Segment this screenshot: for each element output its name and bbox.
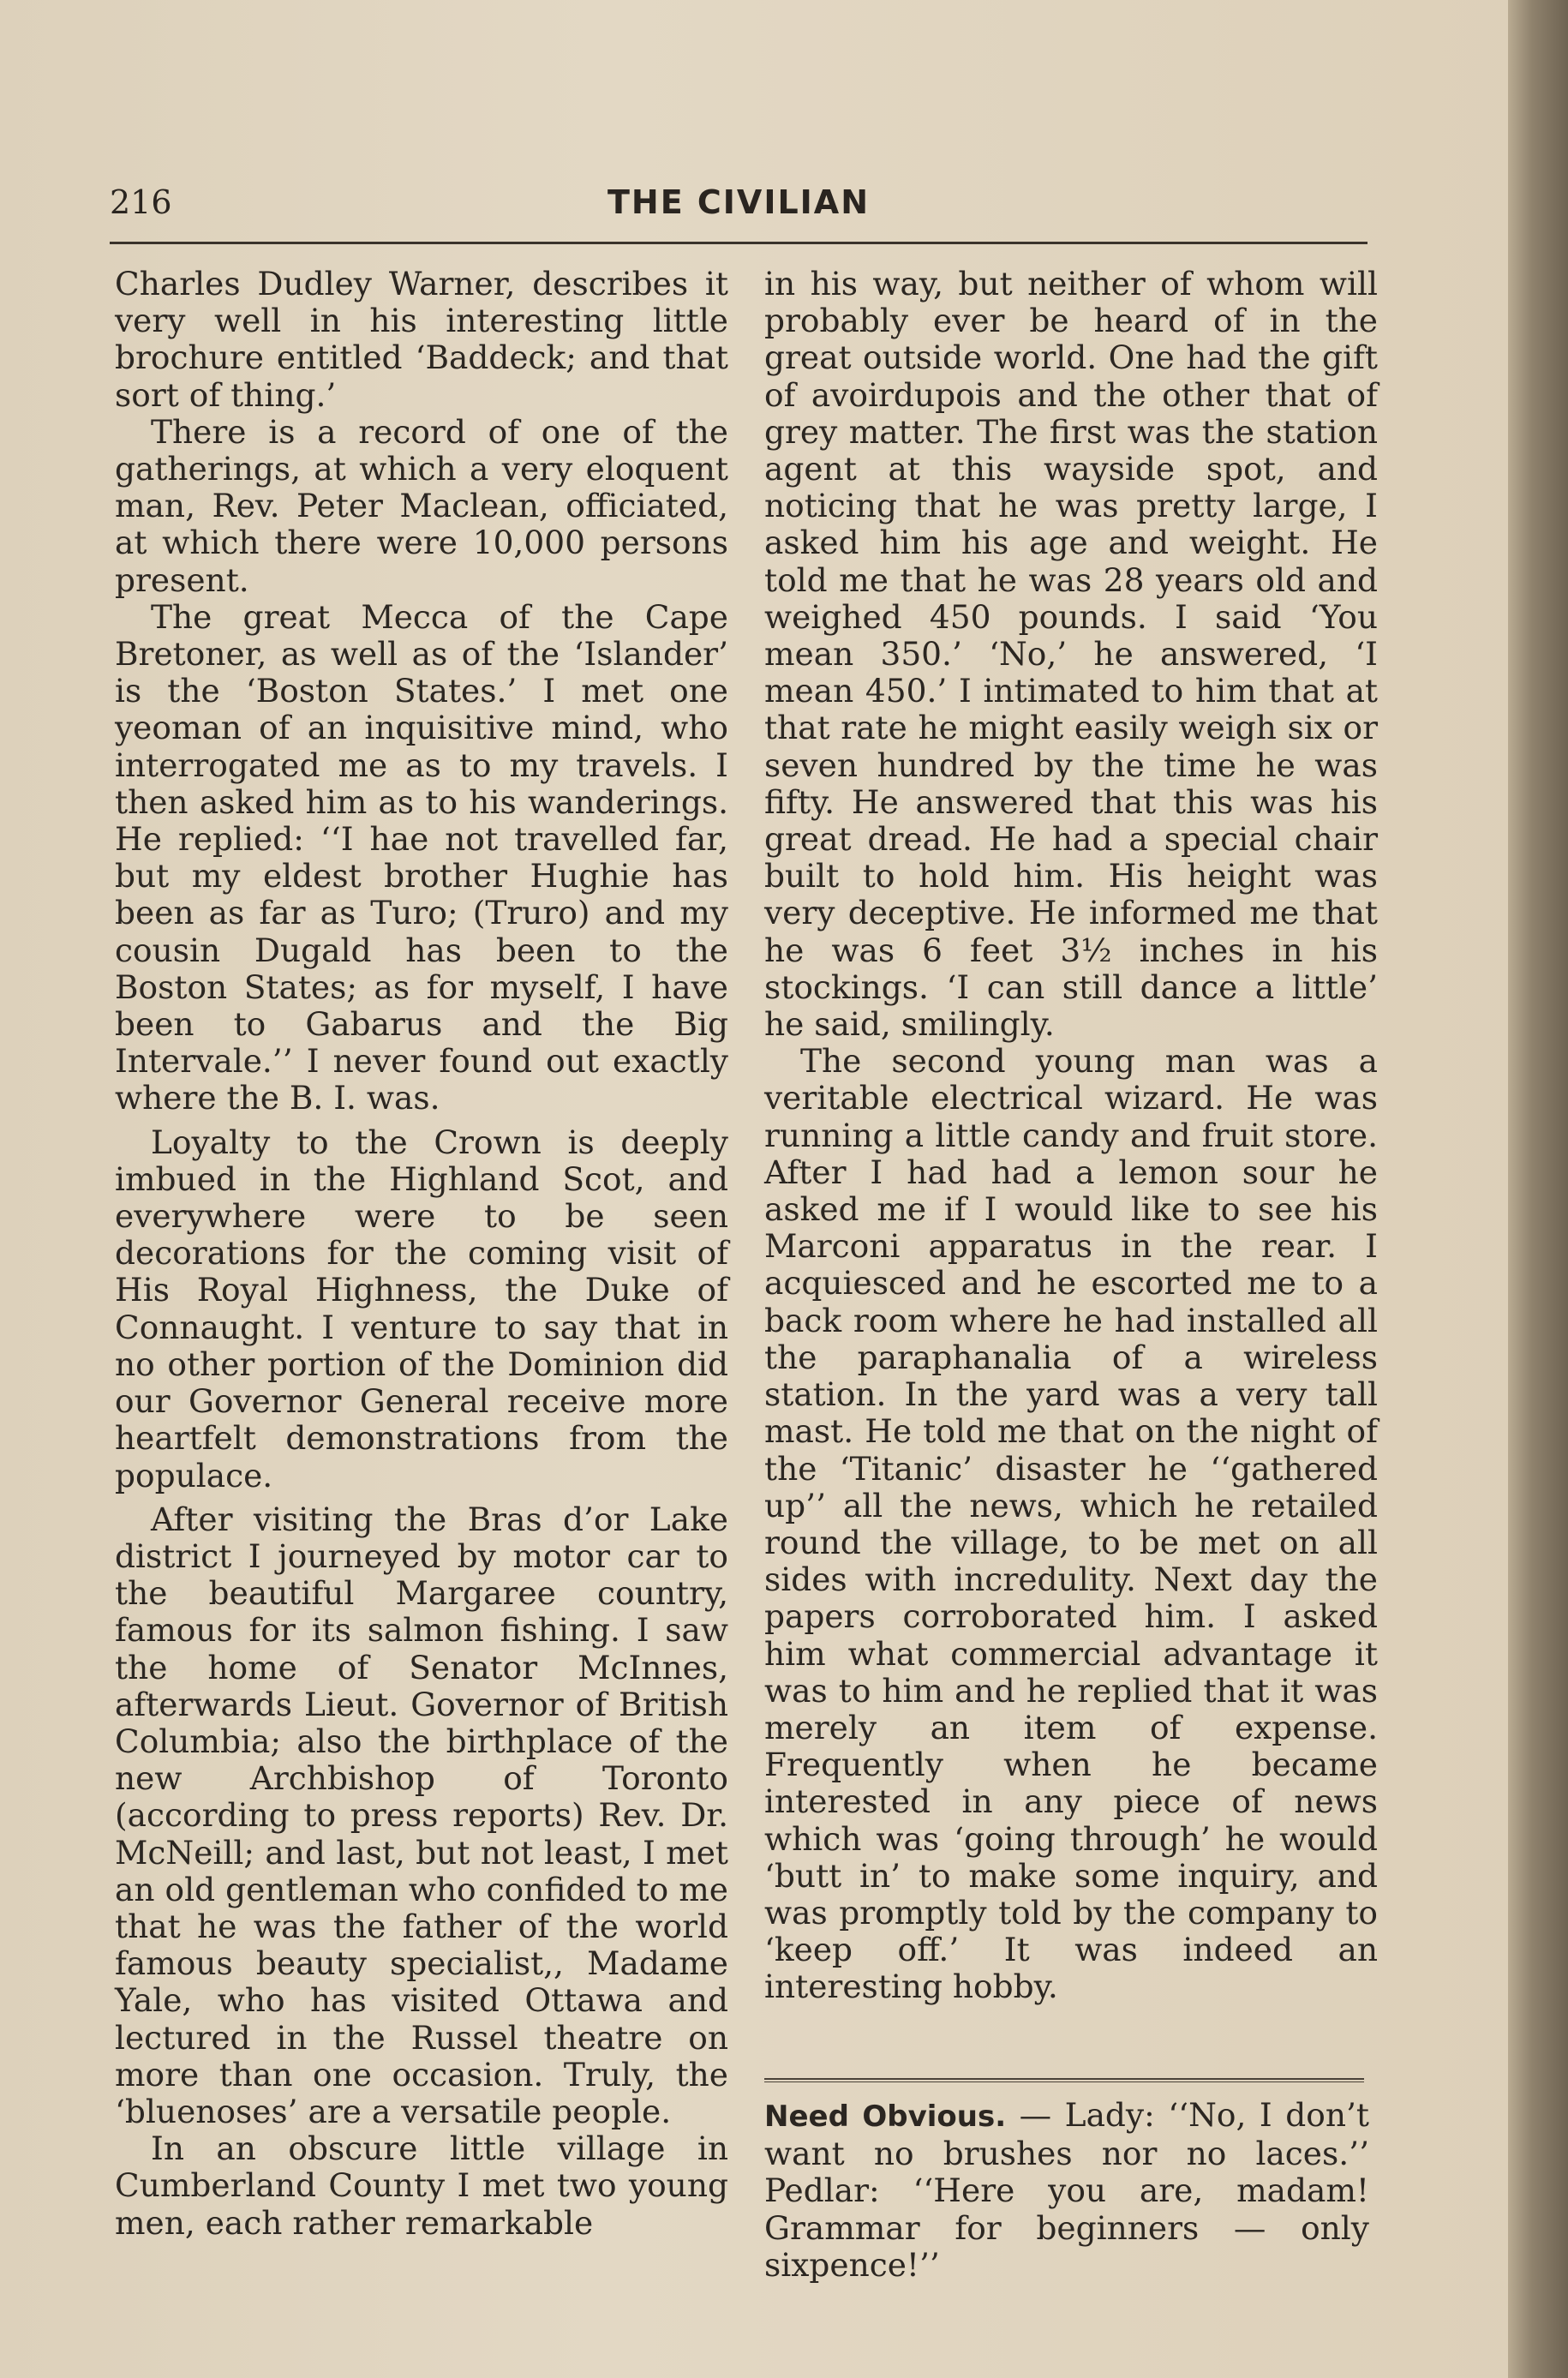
filler-anecdote <box>764 2097 1369 2284</box>
left-column <box>115 266 728 2242</box>
book-spine-shadow <box>1508 0 1568 2378</box>
header-rule <box>110 242 1368 244</box>
section-divider <box>764 2078 1364 2082</box>
anecdote-title: Need Obvious. <box>764 2099 1007 2134</box>
paragraph: There is a record of one of the gatherings, at which a very eloquent man, Rev. Peter Maclean, officiated, at which there were 10,000 persons present. <box>115 412 728 599</box>
paragraph: Charles Dudley Warner, describes it very well in his interesting little brochure entitled ‘Baddeck; and that sort of thing.’ <box>115 265 728 414</box>
right-column <box>764 266 1378 2006</box>
paragraph: Loyalty to the Crown is deeply imbued in the Highland Scot, and everywhere were to be seen decorations for the coming visit of His Royal Highness, the Duke of Connaught. I venture to say that in no other portion of the Dominion did our Governor General receive more heartfelt demonstrations from the populace. <box>115 1123 728 1494</box>
page-number: 216 <box>110 183 172 221</box>
anecdote-text: — Lady: ‘‘No, I don’t want no brushes nor no laces.’’ Pedlar: ‘‘Here you are, madam! Grammar for beginners — only sixpence!’’ <box>764 2096 1369 2284</box>
paragraph: in his way, but neither of whom will probably ever be heard of in the great outside world. One had the gift of avoirdupois and the other that of grey matter. The first was the station agent at this wayside spot, and noticing that he was pretty large, I asked him his age and weight. He told me that he was 28 years old and weighed 450 pounds. I said ‘You mean 350.’ ‘No,’ he answered, ‘I mean 450.’ I intimated to him that at that rate he might easily weigh six or seven hundred by the time he was fifty. He answered that this was his great dread. He had a special chair built to hold him. His height was very deceptive. He informed me that he was 6 feet 3½ inches in his stockings. ‘I can still dance a little’ he said, smilingly. <box>764 265 1378 1044</box>
page-header <box>110 180 1368 231</box>
paragraph: In an obscure little village in Cumberland County I met two young men, each rather remarkable <box>115 2129 728 2242</box>
paragraph: After visiting the Bras d’or Lake district I journeyed by motor car to the beautiful Margaree country, famous for its salmon fishing. I saw the home of Senator McInnes, afterwards Lieut. Governor of British Columbia; also the birthplace of the new Archbishop of Toronto (according to press reports) Rev. Dr. McNeill; and last, but not least, I met an old gentleman who confided to me that he was the father of the world famous beauty specialist,, Madame Yale, who has visited Ottawa and lectured in the Russel theatre on more than one occasion. Truly, the ‘bluenoses’ are a versatile people. <box>115 1500 728 2130</box>
paragraph: The great Mecca of the Cape Bretoner, as well as of the ‘Islander’ is the ‘Boston States.’ I met one yeoman of an inquisitive mind, who interrogated me as to my travels. I then asked him as to his wanderings. He replied: ‘‘I hae not travelled far, but my eldest brother Hughie has been as far as Turo; (Truro) and my cousin Dugald has been to the Boston States; as for myself, I have been to Gabarus and the Big Intervale.’’ I never found out exactly where the B. I. was. <box>115 597 728 1117</box>
running-title: THE CIVILIAN <box>607 183 871 221</box>
paragraph: The second young man was a veritable electrical wizard. He was running a little candy and fruit store. After I had had a lemon sour he asked me if I would like to see his Marconi apparatus in the rear. I acquiesced and he escorted me to a back room where he had installed all the paraphanalia of a wireless station. In the yard was a very tall mast. He told me that on the night of the ‘Titanic’ disaster he ‘‘gathered up’’ all the news, which he retailed round the village, to be met on all sides with incredulity. Next day the papers corroborated him. I asked him what commercial advantage it was to him and he replied that it was merely an item of expense. Frequently when he became interested in any piece of news which was ‘going through’ he would ‘butt in’ to make some inquiry, and was promptly told by the company to ‘keep off.’ It was indeed an interesting hobby. <box>764 1042 1378 2006</box>
